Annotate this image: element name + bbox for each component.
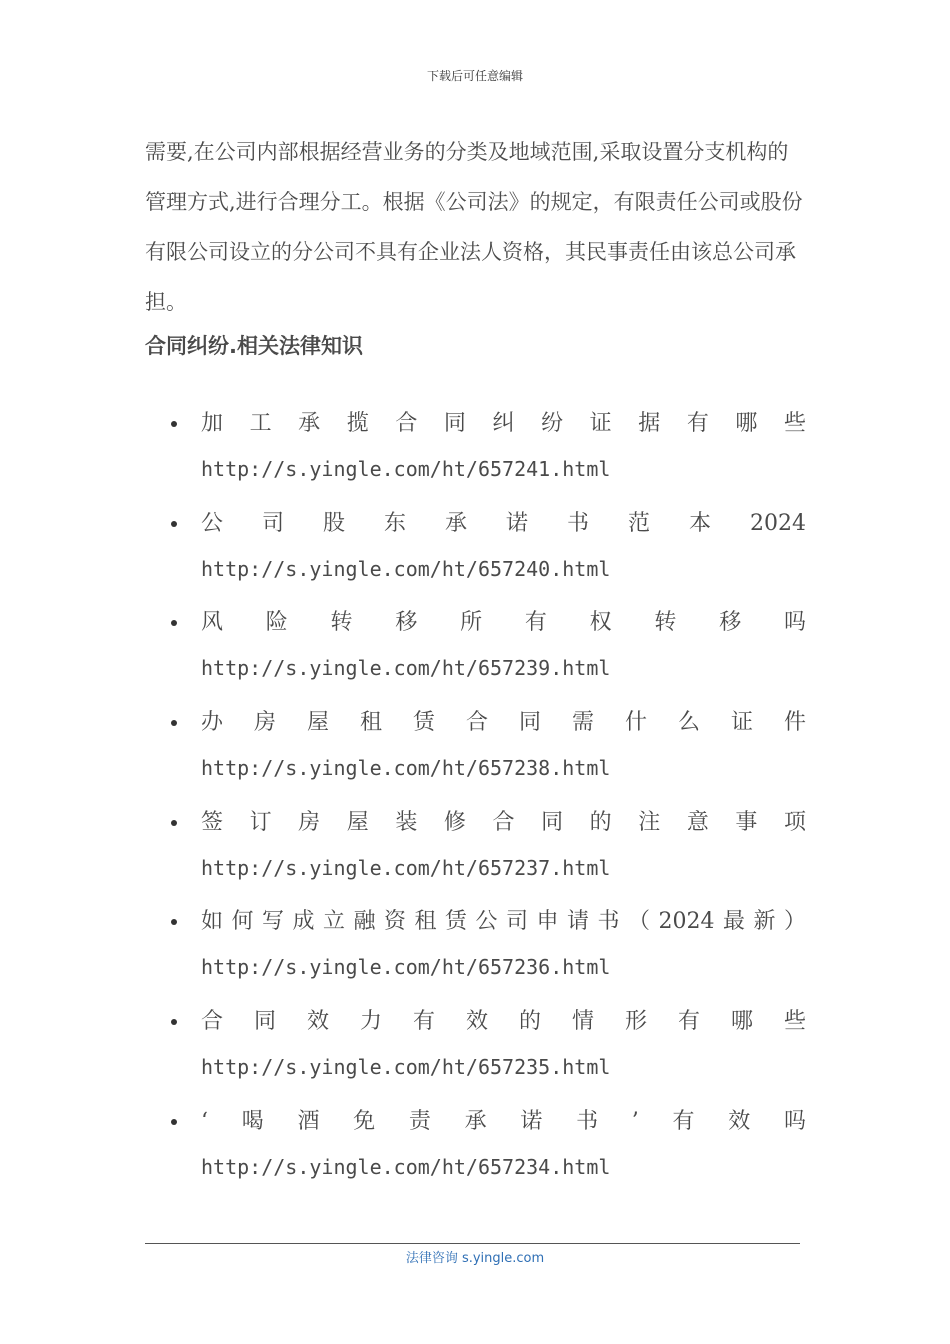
footer-link[interactable]: 法律咨询 s.yingle.com (405, 1251, 545, 1266)
list-item (0, 695, 950, 795)
bullet-icon (171, 720, 177, 726)
link-title[interactable]: 风险转移所有权转移吗 (201, 610, 806, 636)
list-item (0, 496, 950, 596)
bullet-icon (171, 1119, 177, 1125)
link-url[interactable]: http://s.yingle.com/ht/657235.html (201, 1055, 611, 1080)
footer-divider (145, 1243, 800, 1244)
link-title[interactable]: 如何写成立融资租赁公司申请书（2024最新） (201, 909, 806, 935)
link-url[interactable]: http://s.yingle.com/ht/657239.html (201, 656, 611, 681)
list-item (0, 994, 950, 1094)
section-heading: 合同纠纷.相关法律知识 (145, 334, 363, 358)
link-title[interactable]: 办房屋租赁合同需什么证件 (201, 710, 806, 736)
bullet-icon (171, 521, 177, 527)
link-title[interactable]: 合同效力有效的情形有哪些 (201, 1009, 806, 1035)
link-url[interactable]: http://s.yingle.com/ht/657238.html (201, 756, 611, 781)
link-title[interactable]: ‘喝酒免责承诺书’有效吗 (201, 1108, 806, 1134)
list-item (0, 795, 950, 895)
link-title[interactable]: 签订房屋装修合同的注意事项 (201, 809, 806, 835)
link-url[interactable]: http://s.yingle.com/ht/657236.html (201, 955, 611, 980)
link-url[interactable]: http://s.yingle.com/ht/657237.html (201, 855, 611, 880)
body-paragraph: 需要,在公司内部根据经营业务的分类及地域范围,采取设置分支机构的管理方式,进行合理分工。根据《公司法》的规定，有限责任公司或股份有限公司设立的分公司不具有企业法人资格，其民事责任由该总公司承担。 (145, 140, 803, 314)
list-item (0, 595, 950, 695)
link-title[interactable]: 加工承揽合同纠纷证据有哪些 (201, 411, 806, 436)
bullet-icon (171, 421, 177, 427)
bullet-icon (171, 919, 177, 925)
list-item (0, 894, 950, 994)
bullet-icon (171, 820, 177, 826)
bullet-icon (171, 1019, 177, 1025)
link-url[interactable]: http://s.yingle.com/ht/657240.html (201, 556, 611, 581)
related-links-list (0, 396, 950, 1194)
link-title[interactable]: 公司股东承诺书范本2024 (201, 510, 806, 536)
bullet-icon (171, 620, 177, 626)
page-header: 下载后可任意编辑 (426, 69, 523, 83)
link-url[interactable]: http://s.yingle.com/ht/657241.html (201, 457, 611, 481)
list-item (0, 1094, 950, 1194)
link-url[interactable]: http://s.yingle.com/ht/657234.html (201, 1154, 611, 1179)
list-item (0, 396, 950, 496)
